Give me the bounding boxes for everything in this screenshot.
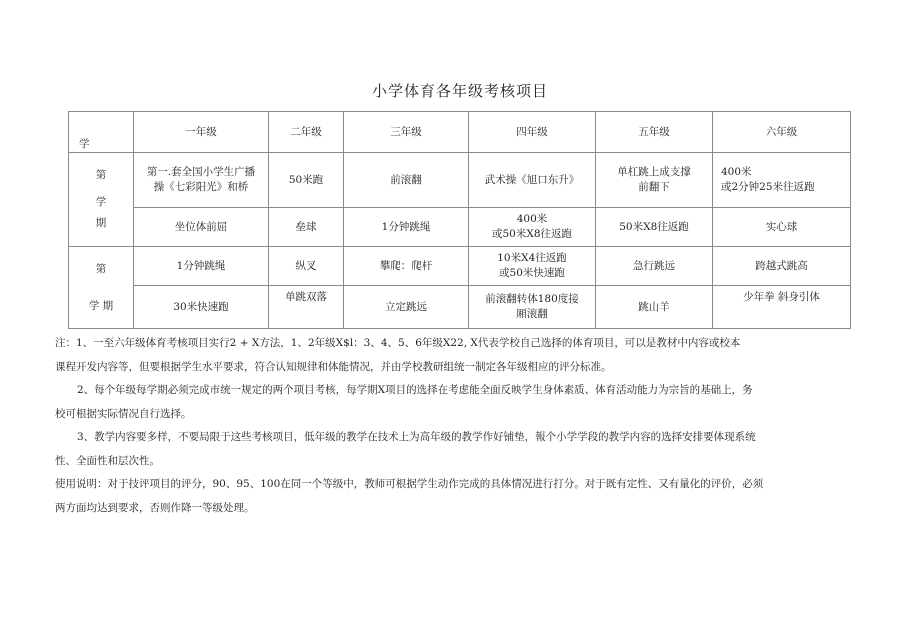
note-line: 2、每个年级每学期必须完成市统一规定的两个项目考核，每学期X项目的选择在考虑能全面反映学生身体素质、体育活动能力为宗旨的基础上，务 <box>77 384 753 396</box>
table-cell: 攀爬：爬杆 <box>344 247 469 286</box>
table-cell: 10米X4往返跑 或50米快速跑 <box>469 247 596 286</box>
table-cell: 前滚翻 <box>344 153 469 208</box>
table-cell: 急行跳远 <box>596 247 713 286</box>
table-cell: 50米X8往返跑 <box>596 208 713 247</box>
grade-header: 四年级 <box>469 112 596 153</box>
note-line: 注：1、一至六年级体育考核项目实行2 + X方法，1、2年级X$l：3、4、5、6年级X22, X代表学校自己选择的体育项目，可以是教材中内容或校本 <box>55 337 741 349</box>
table-cell: 单跳双落 <box>269 286 344 329</box>
table-cell: 跳山羊 <box>596 286 713 329</box>
grade-header: 一年级 <box>134 112 269 153</box>
table-cell: 垒球 <box>269 208 344 247</box>
table-cell: 1分钟跳绳 <box>344 208 469 247</box>
assessment-table <box>68 111 851 329</box>
table-cell: 实心球 <box>713 208 851 247</box>
table-cell: 30米快速跑 <box>134 286 269 329</box>
note-line: 使用说明：对于技评项目的评分，90、95、100在同一个等级中，教师可根据学生动作完成的具体情况进行打分。对于既有定性、又有量化的评价，必须 <box>55 478 764 490</box>
notes-section <box>55 332 815 520</box>
table-cell: 1分钟跳绳 <box>134 247 269 286</box>
semester-label: 第 学 期 <box>69 153 134 247</box>
table-header-row <box>69 112 851 153</box>
grade-header: 二年级 <box>269 112 344 153</box>
table-cell: 前滚翻转体180度接 厢滚翻 <box>469 286 596 329</box>
table-cell: 400米 或50米X8往返跑 <box>469 208 596 247</box>
table-row <box>69 208 851 247</box>
note-line: 校可根据实际情况自行选择。 <box>55 407 192 420</box>
table-cell: 单杠跳上成支撑 前翻下 <box>596 153 713 208</box>
note-line: 两方面均达到要求，否则作降一等级处理。 <box>55 501 255 514</box>
grade-header: 六年级 <box>713 112 851 153</box>
table-cell: 第一.套全国小学生广播 操《七彩阳光》和桥 <box>134 153 269 208</box>
table-row <box>69 247 851 286</box>
table-cell: 纵叉 <box>269 247 344 286</box>
table-row <box>69 153 851 208</box>
note-line: 3、教学内容要多样，不要局限于这些考核项目，低年级的教学在技术上为高年级的教学作好铺垫，報个小学学段的教学内容的选择安排要体现系统 <box>77 431 756 443</box>
page-title: 小学体育各年级考核项目 <box>371 82 548 100</box>
grade-header: 五年级 <box>596 112 713 153</box>
grade-header: 三年级 <box>344 112 469 153</box>
table-cell: 武术操《旭口东升》 <box>469 153 596 208</box>
table-cell: 坐位体前屈 <box>134 208 269 247</box>
semester-label: 第 学 期 <box>69 247 134 329</box>
table-cell: 跨越式跳高 <box>713 247 851 286</box>
table-cell: 400米 或2分钟25米往返跑 <box>713 153 851 208</box>
table-cell: 少年拳 斜身引体 <box>713 286 851 329</box>
corner-cell: 学 <box>69 112 134 153</box>
note-line: 课程开发内容等，但要根据学生水平要求，符合认知规律和体能情况，并由学校教研组统一制定各年级相应的评分标准。 <box>55 360 612 373</box>
table-cell: 立定跳远 <box>344 286 469 329</box>
table-row <box>69 286 851 329</box>
note-line: 性、全面性和层次性。 <box>55 454 160 467</box>
table-cell: 50米跑 <box>269 153 344 208</box>
